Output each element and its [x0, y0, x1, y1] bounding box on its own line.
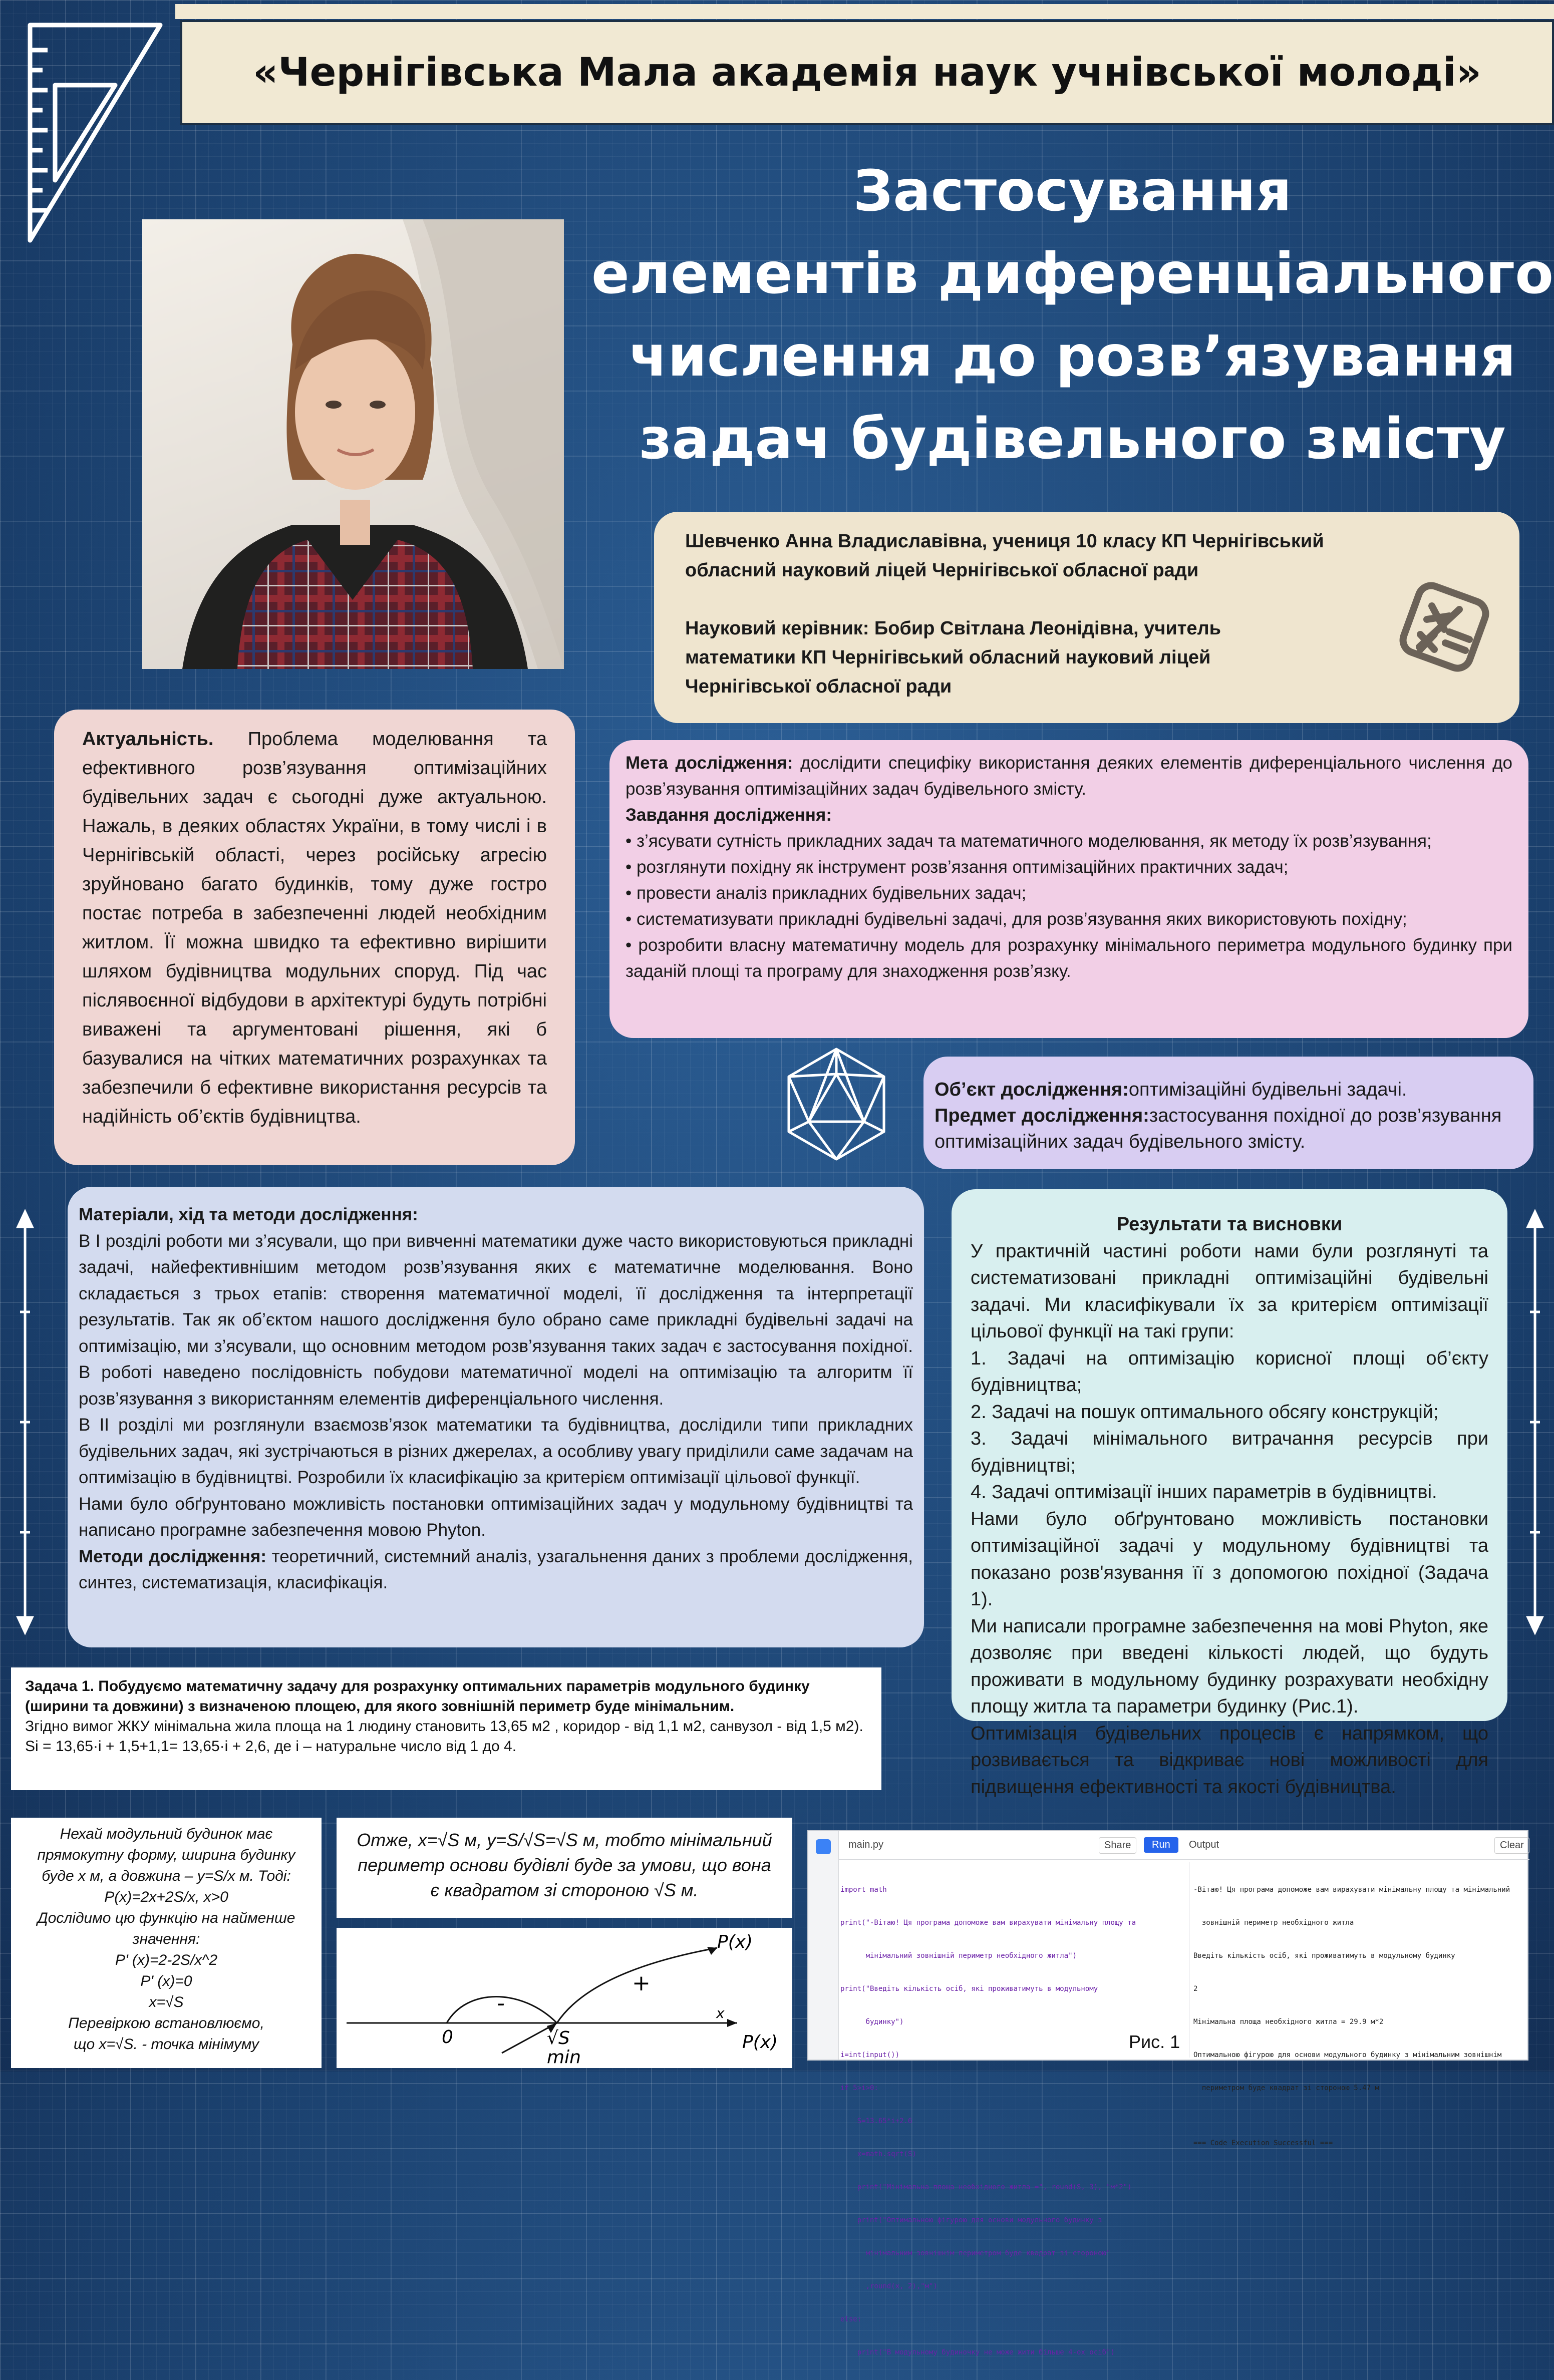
output-line: 2: [1193, 1985, 1198, 1993]
solution-line: P(x)=2x+2S/x, x>0: [104, 1889, 228, 1905]
task-text: Згідно вимог ЖКУ мінімальна жила площа на 1 людину становить 13,65 м2 , коридор - від 1,1 м2, санвузол - від 1,5 м2). Si = 13,65·і + 1,5+1,1= 13,65·і + 2,6, де і – натуральне число від 1 до 4.: [25, 1718, 863, 1755]
task-item: • з’ясувати сутність прикладних задач та математичного моделювання, як методу їх розв’язування;: [626, 831, 1432, 851]
sign-graph-box: [337, 1928, 792, 2068]
task-item: • систематизувати прикладні будівельні задачі, для розв’язування яких використовують похідну;: [626, 909, 1407, 929]
relevance-card: [54, 710, 575, 1165]
header-bar-top-strip: [175, 4, 1554, 19]
supervisor-line-2: математики КП Чернігівський обласний науковий ліцей: [685, 647, 1211, 668]
code-line: ,round(x, 2),"м"): [840, 2282, 938, 2290]
methods-paragraph-3: Нами було обґрунтовано можливість постановки оптимізаційних задач у модульному будівництві та написано програмне забезпечення мовою Phyton.: [79, 1494, 913, 1540]
code-line: будинку"): [840, 2018, 904, 2026]
code-line: print("Оптимальною фігурою для основи модульного будинку з: [840, 2216, 1102, 2224]
subject-label: Предмет дослідження:: [935, 1105, 1149, 1126]
title-line-2: елементів диференціального: [591, 241, 1554, 306]
goal-text: дослідити специфіку використання деяких елементів диференціального числення до розв’язування оптимізаційних задач будівельного змісту.: [626, 753, 1512, 799]
file-tab[interactable]: main.py: [848, 1839, 884, 1850]
solution-line: P' (x)=2-2S/x^2: [115, 1952, 218, 1968]
tasks-label: Завдання дослідження:: [626, 805, 832, 825]
graph-zero: 0: [442, 2027, 453, 2048]
graph-plus: +: [632, 1970, 651, 1996]
solution-line: що x=√S. - точка мінімуму: [73, 2036, 259, 2053]
methods-label: Методи дослідження:: [79, 1546, 266, 1566]
code-line: if 5>i>0:: [840, 2084, 878, 2092]
relevance-label: Актуальність.: [82, 729, 214, 750]
results-item: 3. Задачі мінімального витрачання ресурсів при будівництві;: [971, 1428, 1488, 1476]
conclusion-text: Отже, x=√S м, y=S/√S=√S м, тобто мінімальний периметр основи будівлі буде за умови, що вона є квадратом зі стороною √S м.: [357, 1830, 772, 1900]
results-card: [952, 1189, 1507, 1798]
results-paragraph-2: Нами було обґрунтовано можливість постановки оптимізаційної задачі у модульному будівництві та показано розв'язування її з допомогою похідної (Задача 1).: [971, 1508, 1488, 1610]
output-line: зовнішній периметр необхідного житла: [1193, 1919, 1354, 1927]
methods-paragraph-1: В І розділі роботи ми з’ясували, що при вивченні математики дуже часто використовуються прикладні задачі, найефективнішим методом розв’язування яких є математичне моделювання. Воно складається з трьох етапів: створення математичної моделі, її дослідження та інтерпретації результатів. Так як об’єктом нашого дослідження було обрано саме прикладні будівельні задачі на оптимізацію, ми з’ясували, що основним методом розв’язування таких задач є застосування похідної. В роботі наведено послідовність побудови математичної моделі на оптимізацію та алгоритм її розв’язування з використанням елементів диференціального числення.: [79, 1231, 913, 1409]
code-line: print("-Вітаю! Ця програма допоможе вам вирахувати мінімальну площу та: [840, 1919, 1136, 1927]
task-item: • розробити власну математичну модель для розрахунку мінімального периметра модульного будинку при заданій площі та програму для знаходження розв’язку.: [626, 935, 1512, 981]
calculator-icon: [1389, 582, 1489, 682]
graph-x: x: [716, 2005, 725, 2021]
solution-line: Дослідимо цю функцію на найменше: [37, 1910, 295, 1926]
subject-text: застосування похідної до розв’язування оптимізаційних задач будівельного змісту.: [935, 1105, 1502, 1152]
code-line: S=13.65*i+2.6: [840, 2117, 912, 2125]
output-label: Output: [1189, 1839, 1219, 1850]
double-arrow-right: [1525, 1212, 1545, 1632]
task-item: • провести аналіз прикладних будівельних задач;: [626, 883, 1027, 903]
code-line: print("Введіть кількість осіб, які проживатимуть в модульному: [840, 1985, 1098, 1993]
title-line-4: задач будівельного змісту: [639, 407, 1506, 472]
header-bar: [180, 20, 1554, 125]
methods-card: [68, 1187, 924, 1647]
supervisor-line-3: Чернігівської обласної ради: [685, 676, 952, 697]
task-item: • розглянути похідну як інструмент розв’язання оптимізаційних практичних задач;: [626, 857, 1289, 877]
code-line: else:: [840, 2315, 862, 2323]
results-item: 1. Задачі на оптимізацію корисної площі об’єкту будівництва;: [971, 1347, 1488, 1396]
solution-line: значення:: [132, 1931, 200, 1947]
header-title: «Чернігівська Мала академія наук учнівської молоді»: [253, 50, 1481, 95]
code-line: мінімальний зовнішній периметр необхідного житла"): [840, 1952, 1077, 1960]
author-line-2: обласний науковий ліцей Чернігівської обласної ради: [685, 560, 1199, 581]
poster-title: [591, 150, 1554, 481]
output-line: === Code Execution Successful ===: [1193, 2139, 1333, 2147]
conclusion-box: [337, 1818, 792, 1918]
results-paragraph-4: Оптимізація будівельних процесів є напрямком, що розвивається та відкриває нові можливості для підвищення ефективності та якості будівництва.: [971, 1723, 1488, 1798]
object-text: оптимізаційні будівельні задачі.: [1128, 1079, 1407, 1100]
figure-caption: Рис. 1: [1129, 2031, 1180, 2052]
output-line: Мінімальна площа необхідного житла = 29.9 м*2: [1193, 2018, 1384, 2026]
run-button[interactable]: Run: [1144, 1837, 1178, 1853]
results-paragraph-1: У практичній частині роботи нами були розглянуті та систематизовані прикладні оптимізаційні будівельні задачі. Ми класифікували їх за критерієм оптимізації цільової функції на такі групи:: [971, 1240, 1488, 1342]
methods-text: теоретичний, системний аналіз, узагальнення даних з проблеми дослідження, синтез, систематизація, класифікація.: [79, 1546, 913, 1592]
methods-title: Матеріали, хід та методи дослідження:: [79, 1205, 418, 1224]
solution-line: буде х м, а довжина – у=S/x м. Тоді:: [42, 1868, 291, 1884]
goal-card: [609, 740, 1528, 1038]
results-item: 4. Задачі оптимізації інших параметрів в будівництві.: [971, 1482, 1437, 1503]
graph-sqrt-s: √S: [547, 2028, 570, 2049]
graph-px-top: P(x): [717, 1932, 753, 1952]
graph-min: min: [547, 2047, 581, 2068]
results-title: Результати та висновки: [1116, 1214, 1343, 1235]
author-photo: [142, 219, 564, 669]
code-editor-screenshot: [807, 1830, 1528, 2356]
code-line: i=int(input()): [840, 2051, 900, 2059]
code-line: x=math.sqrt(S): [840, 2150, 916, 2158]
goal-label: Мета дослідження:: [626, 753, 793, 773]
task-statement: Задача 1. Побудуємо математичну задачу для розрахунку оптимальних параметрів модульного будинку (ширини та довжини) з визначеною площею, для якого зовнішній периметр буде мінімальним.: [25, 1678, 810, 1715]
title-line-1: Застосування: [853, 159, 1292, 224]
results-item: 2. Задачі на пошук оптимального обсягу конструкцій;: [971, 1401, 1439, 1423]
output-line: Оптимальною фігурою для основи модульного будинку з мінімальним зовнішнім: [1193, 2051, 1502, 2059]
author-info-card: [654, 512, 1519, 723]
app-logo-icon: [816, 1839, 831, 1854]
task-box: [11, 1667, 881, 1790]
solution-line: P' (x)=0: [140, 1973, 192, 1989]
code-line: print("В модульному будиночку не може жити більше 4-ох осіб"): [840, 2348, 1115, 2356]
code-line: мінімальним зовнішнім периметром буде квадрат зі стороною": [840, 2249, 1111, 2257]
double-arrow-left: [15, 1212, 35, 1632]
author-spacer: [685, 585, 1488, 614]
graph-px-bottom: P(x): [742, 2032, 778, 2053]
supervisor-line-1: Науковий керівник: Бобир Світлана Леонідівна, учитель: [685, 618, 1221, 639]
graph-minus: -: [497, 1990, 505, 2016]
code-line: print("Мінімальна площа необхідного житла =", round(S, 3), "м*2"): [840, 2183, 1132, 2191]
code-line: import math: [840, 1886, 887, 1894]
object-card: [923, 1057, 1533, 1169]
relevance-text: Проблема моделювання та ефективного розв’язування оптимізаційних будівельних задач є сьогодні дуже актуальною. Нажаль, в деяких областях України, в тому числі і в Чернігівській області, через російську агресію зруйновано багато будинків, тому дуже гостро постає потреба в забезпеченні людей необхідним житлом. Її можна швидко та ефективно вирішити шляхом будівництва модульних споруд. Під час післявоєнної відбудови в архітектурі будуть потрібні виважені та аргументовані рішення, які б базувалися на чітких математичних розрахунках та забезпечили б ефективне використання ресурсів та надійність об’єктів будівництва.: [82, 729, 547, 1127]
object-label: Об’єкт дослідження:: [935, 1079, 1129, 1100]
output-pane: [1189, 1862, 1527, 2147]
solution-line: x=√S: [149, 1994, 184, 2010]
methods-paragraph-2: В ІІ розділі ми розглянули взаємозв’язок математики та будівництва, дослідили типи прикладних будівельних задач, які зустрічаються в різних джерелах, а особливу увагу приділили саме задачам на оптимізацію в будівництві. Розробили їх класифікацію за критерієм оптимізації цільової функції.: [79, 1415, 913, 1487]
solution-line: Перевіркою встановлюємо,: [68, 2015, 264, 2031]
ruler-triangle-logo: [20, 15, 170, 250]
icosahedron-icon: [781, 1044, 891, 1164]
solution-line: прямокутну форму, ширина будинку: [37, 1847, 295, 1863]
share-button[interactable]: Share: [1099, 1837, 1136, 1854]
clear-button[interactable]: Clear: [1494, 1837, 1529, 1854]
author-line-1: Шевченко Анна Владиславівна, учениця 10 класу КП Чернігівський: [685, 531, 1324, 552]
output-line: -Вітаю! Ця програма допоможе вам вирахувати мінімальну площу та мінімальний: [1193, 1886, 1510, 1894]
output-line: Введіть кількість осіб, які проживатимуть в модульному будинку: [1193, 1952, 1455, 1960]
results-paragraph-3: Ми написали програмне забезпечення на мові Phyton, яке дозволяє при введені кількості людей, що будуть проживати в модульному будинку розрахувати необхідну площу житла та параметри будинку (Рис.1).: [971, 1615, 1488, 1717]
solution-line: Нехай модульний будинок має: [60, 1826, 273, 1842]
solution-box: [11, 1818, 322, 2068]
title-line-3: числення до розв’язування: [629, 324, 1516, 389]
output-line: периметром буде квадрат зі стороною 5.47 м: [1193, 2084, 1379, 2092]
code-pane: [840, 1862, 1186, 2356]
